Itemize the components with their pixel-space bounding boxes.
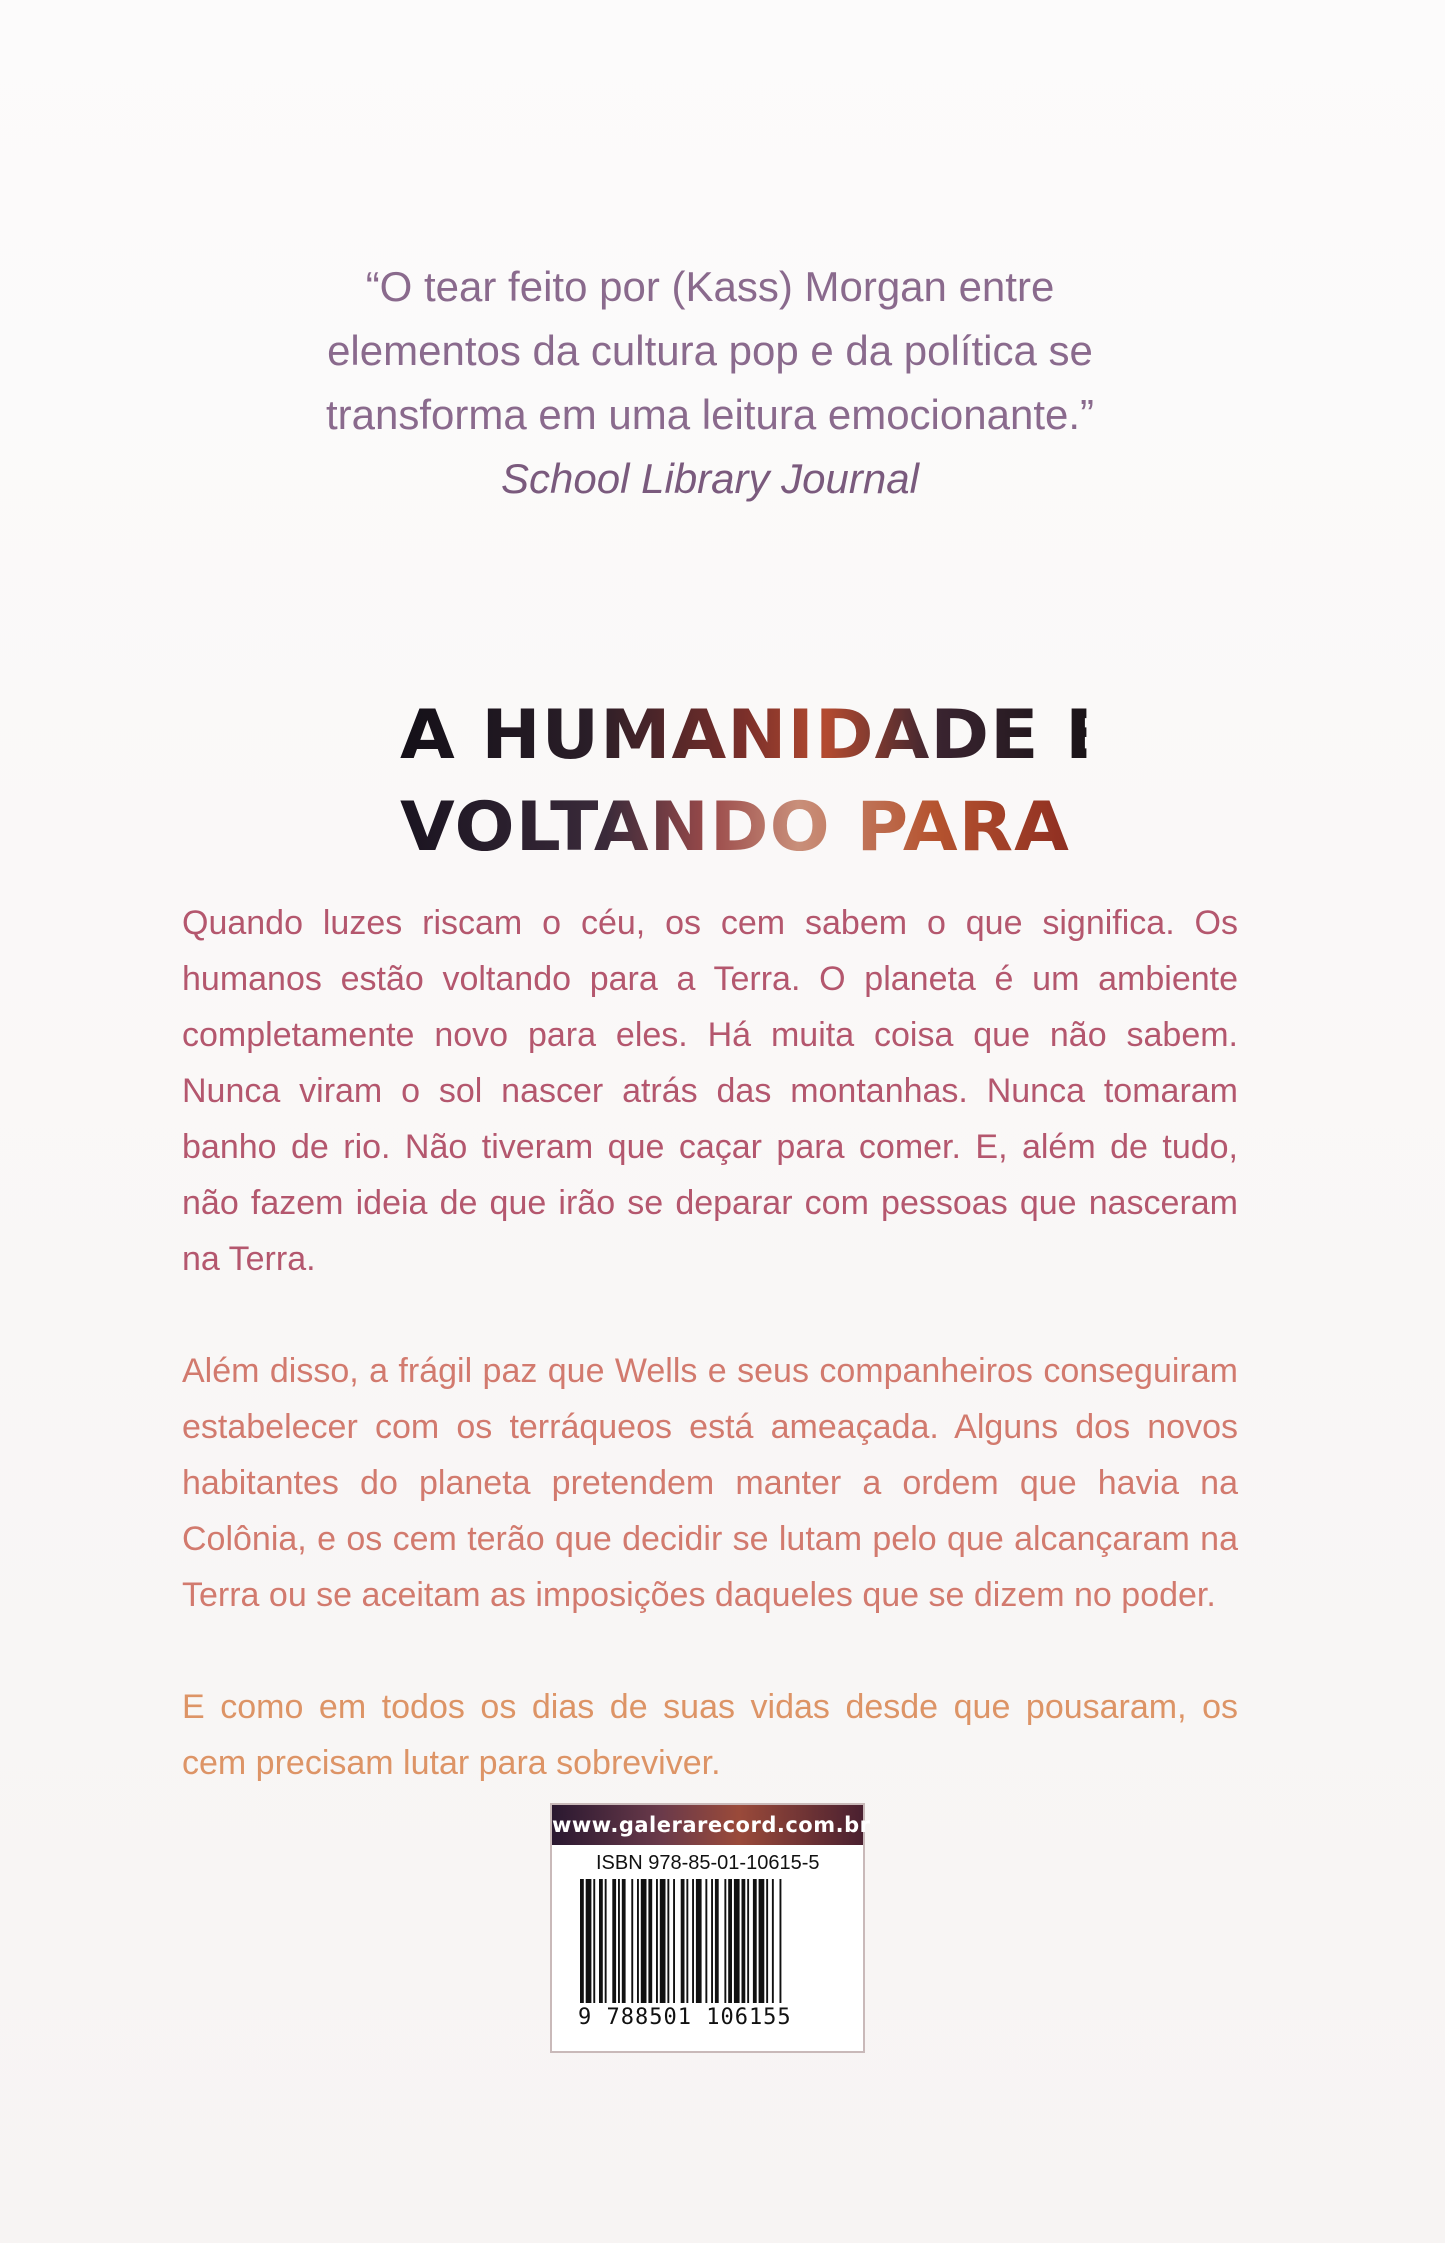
barcode-bar [637,1879,639,2003]
quote-line-3: transforma em uma leitura emocionante.” [326,391,1094,438]
barcode-bar [772,1879,774,2003]
barcode-bar [715,1879,719,2003]
barcode-bar [728,1879,732,2003]
barcode-bar [734,1879,740,2003]
synopsis-paragraph-3: E como em todos os dias de suas vidas desde que pousaram, os cem precisam lutar para sobreviver. [182,1688,1238,1782]
barcode-bars [580,1879,838,2003]
barcode-bar [660,1879,666,2003]
barcode-bar [580,1879,584,2003]
barcode-bar [667,1879,669,2003]
barcode-bar [753,1879,757,2003]
barcode-bar [599,1879,603,2003]
synopsis [182,895,1238,1847]
barcode-bar [641,1879,647,2003]
barcode-bar [692,1879,694,2003]
barcode-bar [593,1879,595,2003]
barcode-bar [766,1879,768,2003]
barcode-bar [631,1879,633,2003]
barcode-bar [622,1879,626,2003]
barcode-bar [686,1879,688,2003]
quote-line-1: “O tear feito por (Kass) Morgan entre [365,263,1055,310]
barcode-bar [612,1879,616,2003]
review-quote [180,255,1240,511]
headline-line-1: A HUMANIDADE ESTÁ [400,690,1086,782]
barcode-bar [681,1879,685,2003]
publisher-url: www.galerarecord.com.br [552,1805,863,1845]
isbn-label: ISBN 978-85-01-10615-5 [596,1852,820,1874]
barcode-bar [586,1879,592,2003]
headline-line-2: VOLTANDO PARA CASA [400,782,1086,874]
barcode-bar [705,1879,707,2003]
barcode-bar [605,1879,607,2003]
barcode-bar [747,1879,749,2003]
barcode-bar [711,1879,713,2003]
barcode-bar [673,1879,675,2003]
barcode-bar [724,1879,726,2003]
quote-line-2: elementos da cultura pop e da política se [327,327,1093,374]
barcode-digits: 9 788501 106155 [578,2005,792,2030]
barcode-bar [656,1879,658,2003]
synopsis-paragraph-1: Quando luzes riscam o céu, os cem sabem o que significa. Os humanos estão voltando para a Terra. O planeta é um ambiente completamente novo para eles. Há muita coisa que não sabem. Nunca viram o sol nascer atrás das montanhas. Nunca tomaram banho de rio. Não tiveram que caçar para comer. E, além de tudo, não fazem ideia de que irão se deparar com pessoas que nasceram na Terra. [182,904,1238,1278]
headline [400,690,1312,874]
barcode-bar [618,1879,620,2003]
barcode-bar [648,1879,652,2003]
barcode-bar [742,1879,746,2003]
barcode-block [550,1803,871,2053]
quote-source: School Library Journal [501,455,919,502]
barcode-bar [780,1879,782,2003]
barcode-bar [696,1879,702,2003]
barcode-bar [759,1879,765,2003]
synopsis-paragraph-2: Além disso, a frágil paz que Wells e seus companheiros conseguiram estabelecer com os terráqueos está ameaçada. Alguns dos novos habitantes do planeta pretendem manter a ordem que havia na Colônia, e os cem terão que decidir se lutam pelo que alcançaram na Terra ou se aceitam as imposições daqueles que se dizem no poder. [182,1352,1238,1614]
